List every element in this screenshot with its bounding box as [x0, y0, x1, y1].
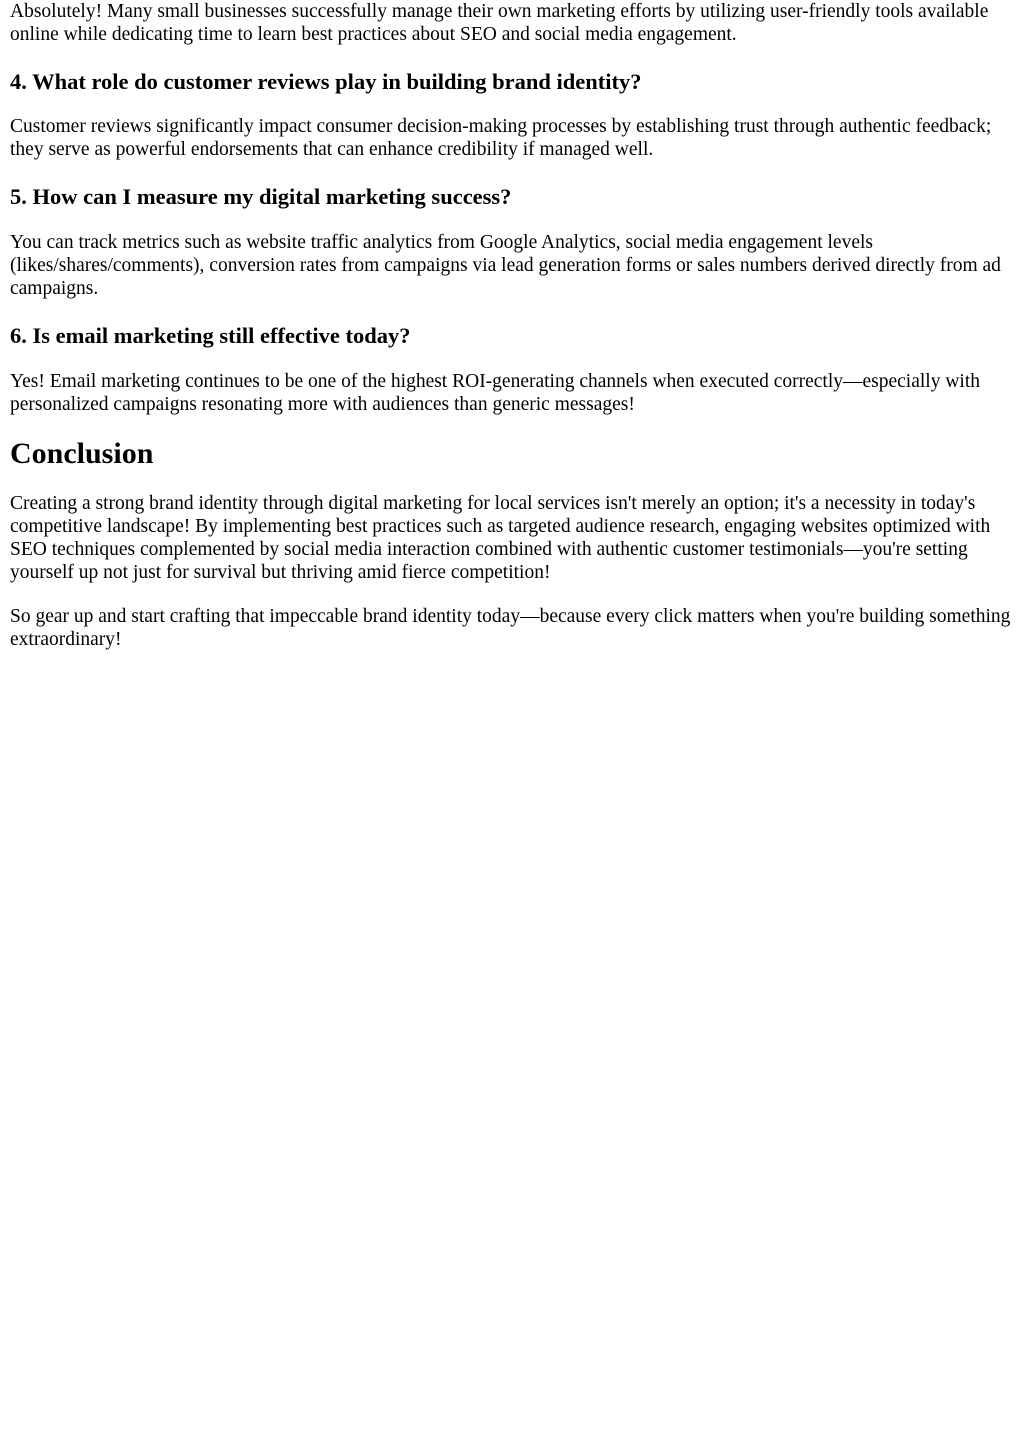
conclusion-paragraph-1: Creating a strong brand identity through digital marketing for local services isn't merely an option; it's a necessity in today's competitive landscape! By implementing best practices such as targeted audience research, engaging websites optimized with SEO techniques complemented by social media interaction combined with authentic customer testimonials—you're setting yourself up not just for survival but thriving amid fierce competition!	[10, 493, 991, 583]
faq-answer-6: Yes! Email marketing continues to be one of the highest ROI-generating channels when executed correctly—especially with personalized campaigns resonating more with audiences than generic messages!	[10, 371, 981, 415]
faq-answer-3: Absolutely! Many small businesses successfully manage their own marketing efforts by utilizing user-friendly tools available online while dedicating time to learn best practices about SEO and social media engagement.	[10, 1, 989, 45]
faq-answer-4: Customer reviews significantly impact consumer decision-making processes by establishing trust through authentic feedback; they serve as powerful endorsements that can enhance credibility if managed well.	[10, 116, 992, 160]
conclusion-heading: Conclusion	[10, 437, 154, 470]
faq-question-6: 6. Is email marketing still effective today?	[10, 323, 411, 348]
faq-question-5: 5. How can I measure my digital marketing success?	[10, 184, 512, 209]
conclusion-paragraph-2: So gear up and start crafting that impeccable brand identity today—because every click matters when you're building something extraordinary!	[10, 606, 1011, 650]
faq-question-4: 4. What role do customer reviews play in building brand identity?	[10, 69, 642, 94]
faq-answer-5: You can track metrics such as website traffic analytics from Google Analytics, social media engagement levels (likes/shares/comments), conversion rates from campaigns via lead generation forms or sales numbers derived directly from ad campaigns.	[10, 232, 1001, 299]
